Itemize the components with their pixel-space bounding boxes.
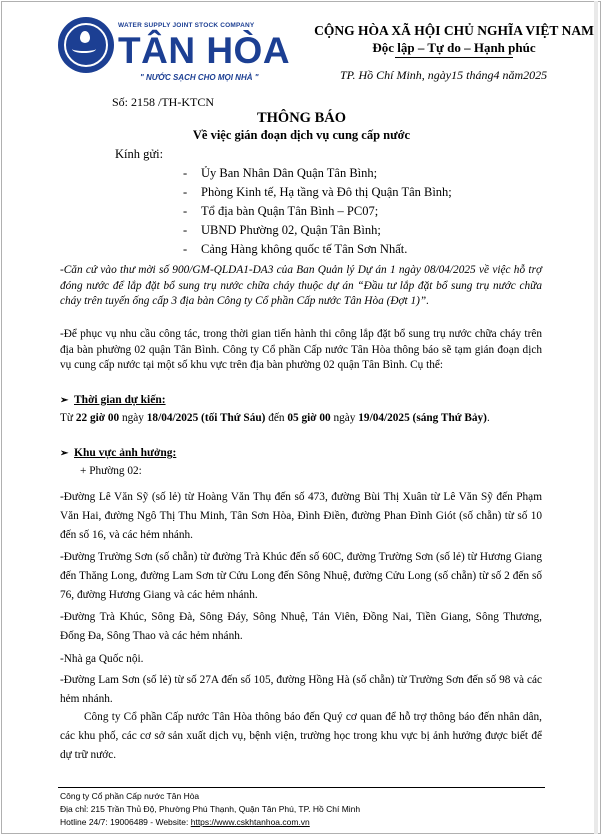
time-paragraph: Từ 22 giờ 00 ngày 18/04/2025 (tối Thứ Sáu) đến 05 giờ 00 ngày 19/04/2025 (sáng Thứ Bảy). xyxy=(60,412,490,424)
document-title: THÔNG BÁO xyxy=(256,110,347,126)
logo-name: TÂN HÒA xyxy=(118,30,291,71)
arrow-bullet-icon: ➢ xyxy=(60,395,69,406)
national-motto: Độc lập – Tự do – Hạnh phúc xyxy=(372,40,536,55)
recipient-item: - UBND Phường 02, Quận Tân Bình; xyxy=(183,223,381,237)
nation-title: CỘNG HÒA XÃ HỘI CHỦ NGHĨA VIỆT NAM xyxy=(314,23,594,38)
arrow-bullet-icon: ➢ xyxy=(60,448,69,459)
area-heading: ➢ Khu vực ảnh hưởng: xyxy=(60,447,177,459)
area-item: -Nhà ga Quốc nội. xyxy=(60,653,144,665)
footer-hotline: Hotline 24/7: 19006489 - Website: https://www.cskhtanhoa.com.vn xyxy=(60,817,310,827)
logo-company-english: WATER SUPPLY JOINT STOCK COMPANY xyxy=(118,22,255,29)
document-number: Số: 2158 /TH-KTCN xyxy=(112,95,215,109)
dateline: TP. Hồ Chí Minh, ngày15 tháng4 năm2025 xyxy=(340,68,548,82)
time-heading: ➢ Thời gian dự kiến: xyxy=(60,394,166,406)
basis-paragraph: -Căn cứ vào thư mời số 900/GM-QLDA1-DA3 của Ban Quản lý Dự án 1 ngày 08/04/2025 về việc hỗ trợ đóng nước để lắp đặt bổ sung trụ nước chữa cháy thuộc dự án “Đầu tư lắp đặt bổ sung trụ nước chữa cháy trên tuyến ống cấp 3 địa bàn Công ty Cổ phần Cấp nước Tân Hòa (Đợt 1)”. xyxy=(60,264,542,307)
ward-label: + Phường 02: xyxy=(80,465,142,477)
area-item: -Đường Lê Văn Sỹ (số lẻ) từ Hoàng Văn Thụ đến số 473, đường Bùi Thị Xuân từ Lê Văn Sỹ đến Phạm Văn Hai, đường Ngô Thị Thu Minh, Tân Sơn Hòa, Đình Điền, đường Phan Đình Giót (số chẵn) từ số 10 đến số 16, và các hẻm nhánh. xyxy=(60,491,542,541)
recipient-item: - Tổ địa bàn Quận Tân Bình – PC07; xyxy=(183,204,379,218)
area-item: -Đường Lam Sơn (số lẻ) từ số 27A đến số 105, đường Hồng Hà (số chẵn) từ Trường Sơn đến số 98 và các hẻm nhánh. xyxy=(60,674,542,705)
website-link[interactable]: https://www.cskhtanhoa.com.vn xyxy=(190,817,310,827)
footer-address: Địa chỉ: 215 Trần Thủ Độ, Phường Phú Thạnh, Quận Tân Phú, TP. Hồ Chí Minh xyxy=(60,804,361,814)
motto-underline xyxy=(395,57,513,58)
recipient-item: - Cảng Hàng không quốc tế Tân Sơn Nhất. xyxy=(183,242,408,256)
document-subtitle: Về việc gián đoạn dịch vụ cung cấp nước xyxy=(192,128,411,142)
water-drop-icon xyxy=(58,17,114,73)
addressee-label: Kính gửi: xyxy=(115,147,164,161)
footer-divider xyxy=(58,787,545,788)
recipient-item: - Ủy Ban Nhân Dân Quận Tân Bình; xyxy=(183,166,378,180)
footer-company: Công ty Cổ phần Cấp nước Tân Hòa xyxy=(60,791,200,801)
purpose-paragraph: -Để phục vụ nhu cầu công tác, trong thời gian tiến hành thi công lắp đặt bổ sung trụ nước chữa cháy trên địa bàn phường 02 quận Tân Bình. Công ty Cổ phần Cấp nước Tân Hòa thông báo sẽ tạm gián đoạn dịch vụ cung cấp nước tại một số khu vực trên địa bàn phường 02 quận Tân Bình. Cụ thể: xyxy=(60,328,542,371)
logo-slogan: " NƯỚC SẠCH CHO MỌI NHÀ " xyxy=(140,73,259,82)
area-item: -Đường Trà Khúc, Sông Đà, Sông Đáy, Sông Nhuệ, Tản Viên, Đồng Nai, Tiền Giang, Sông Thương, Đống Đa, Sông Thao và các hẻm nhánh. xyxy=(60,611,542,642)
area-item: -Đường Trường Sơn (số chẵn) từ đường Trà Khúc đến số 60C, đường Trường Sơn (số lẻ) từ Hương Giang đến Thăng Long, đường Lam Sơn từ Cửu Long đến Sông Nhuệ, đường Cửu Long (số chẵn) từ số 2 đến số 76, đường Hương Giang và các hẻm nhánh. xyxy=(60,551,542,601)
closing-paragraph: Công ty Cổ phần Cấp nước Tân Hòa thông báo đến Quý cơ quan để hỗ trợ thông báo đến nhân dân, các khu phố, các cơ sở sản xuất dịch vụ, bệnh viện, trường học trong khu vực bị ảnh hưởng được biết để dự trữ nước. xyxy=(60,711,542,761)
recipient-item: - Phòng Kinh tế, Hạ tầng và Đô thị Quận Tân Bình; xyxy=(183,185,452,199)
